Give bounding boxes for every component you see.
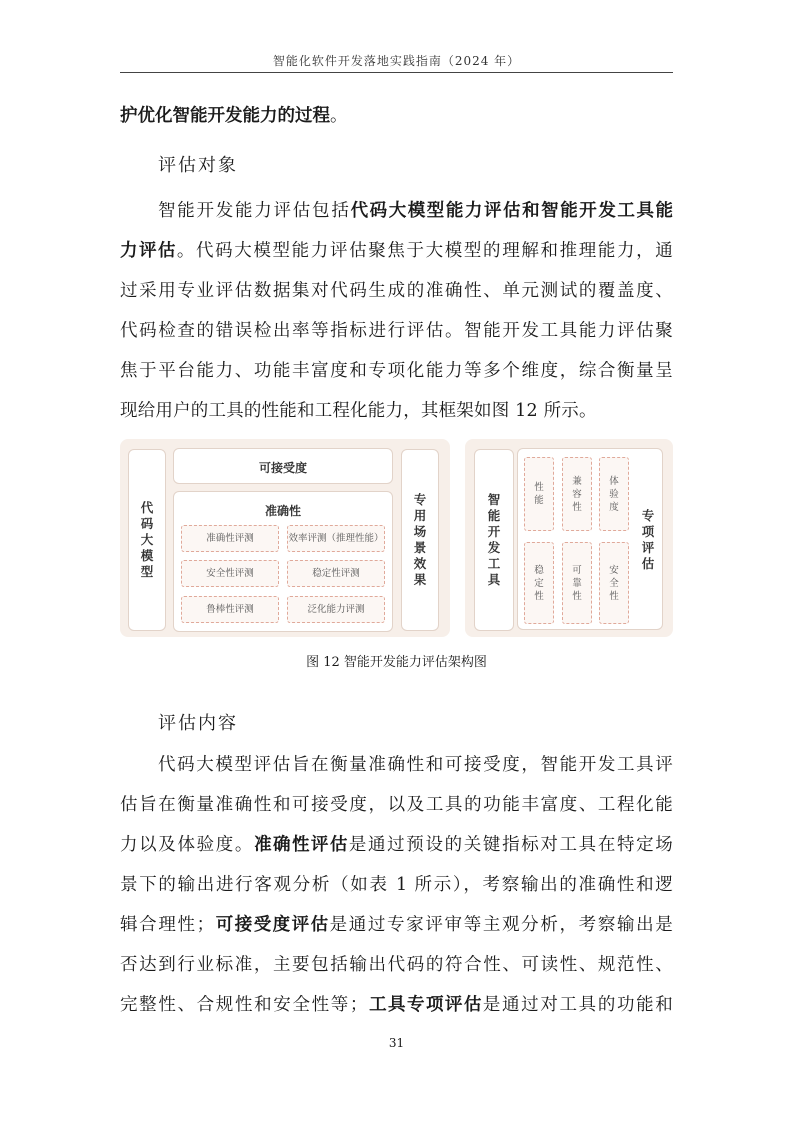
- generalization-eval-item: 泛化能力评测: [287, 596, 385, 623]
- para2-line5: [120, 905, 673, 945]
- paragraph-continuation: [120, 96, 673, 136]
- security-label: 安全性: [609, 564, 619, 602]
- bold-phrase: 可接受度评估: [214, 915, 330, 935]
- para2-line4: 景下的输出进行客观分析（如表 1 所示），考察输出的准确性和逻: [120, 875, 673, 895]
- performance-item: [524, 457, 554, 531]
- dev-tool-label-box: [474, 449, 514, 631]
- header-rule: [120, 72, 673, 73]
- text: 完整性、合规性和安全性等；: [120, 995, 368, 1015]
- section-heading-evaluation-object: 评估对象: [158, 155, 238, 176]
- accuracy-label: 准确性: [264, 504, 301, 518]
- code-model-label: 代码大模型: [140, 500, 154, 579]
- para1-line2: [120, 231, 673, 271]
- bold-phrase: 护优化智能开发能力的过程: [120, 106, 330, 126]
- efficiency-eval-item: 效率评测（推理性能）: [287, 525, 385, 552]
- text: 。: [330, 106, 348, 126]
- para2-line6: 否达到行业标准，主要包括输出代码的符合性、可读性、规范性、: [120, 955, 673, 975]
- security-item: [599, 542, 629, 624]
- bold-phrase: 力评估: [120, 241, 177, 261]
- stability-eval-item: 稳定性评测: [287, 560, 385, 587]
- special-scene-label-box: [401, 449, 439, 631]
- text: 智能开发能力评估包括: [158, 201, 351, 221]
- text: 是通过对工具的功能和: [482, 995, 674, 1015]
- running-header: 智能化软件开发落地实践指南（2024 年）: [272, 54, 521, 68]
- dev-tool-label: 智能开发工具: [487, 492, 501, 587]
- para1-line6: 现给用户的工具的性能和工程化能力，其框架如图 12 所示。: [120, 401, 597, 421]
- para2-line7: [120, 985, 673, 1025]
- figure-right-panel: [465, 439, 673, 637]
- acceptability-label: 可接受度: [258, 461, 307, 475]
- text: 辑合理性；: [120, 915, 215, 935]
- accuracy-eval-item: 准确性评测: [181, 525, 279, 552]
- experience-label: 体验度: [609, 475, 619, 513]
- para1-line4: 代码检查的错误检出率等指标进行评估。智能开发工具能力评估聚: [120, 321, 673, 341]
- code-model-label-box: [128, 449, 166, 631]
- para1-line1: [158, 191, 673, 231]
- reliability-item: [562, 542, 592, 624]
- figure-left-panel: [120, 439, 450, 637]
- bold-phrase: 准确性评估: [254, 835, 349, 855]
- figure-caption: 图 12 智能开发能力评估架构图: [306, 655, 487, 670]
- text: 是通过专家评审等主观分析，考察输出是: [329, 915, 674, 935]
- stability-item: [524, 542, 554, 624]
- para1-line3: 过采用专业评估数据集对代码生成的准确性、单元测试的覆盖度、: [120, 281, 673, 301]
- special-scene-label: 专用场景效果: [413, 492, 427, 587]
- page-number: 31: [388, 1036, 405, 1050]
- reliability-label: 可靠性: [572, 564, 582, 602]
- compatibility-label: 兼容性: [572, 475, 582, 513]
- text: 是通过预设的关键指标对工具在特定场: [348, 835, 673, 855]
- tool-eval-box: [517, 448, 663, 630]
- security-eval-item: 安全性评测: [181, 560, 279, 587]
- special-eval-label-box: [636, 449, 660, 631]
- text: 力以及体验度。: [120, 835, 255, 855]
- bold-phrase: 工具专项评估: [367, 995, 483, 1015]
- para2-line1: 代码大模型评估旨在衡量准确性和可接受度，智能开发工具评: [158, 755, 673, 775]
- accuracy-box: [173, 491, 393, 632]
- acceptability-box: [173, 448, 393, 484]
- section-heading-evaluation-content: 评估内容: [158, 713, 238, 734]
- robustness-eval-item: 鲁棒性评测: [181, 596, 279, 623]
- compatibility-item: [562, 457, 592, 531]
- text: 。代码大模型能力评估聚焦于大模型的理解和推理能力，通: [176, 241, 674, 261]
- bold-phrase: 代码大模型能力评估和智能开发工具能: [350, 201, 674, 221]
- para2-line2: 估旨在衡量准确性和可接受度，以及工具的功能丰富度、工程化能: [120, 795, 673, 815]
- stability-label: 稳定性: [534, 564, 544, 602]
- para1-line5: 焦于平台能力、功能丰富度和专项化能力等多个维度，综合衡量呈: [120, 361, 673, 381]
- para2-line3: [120, 825, 673, 865]
- experience-item: [599, 457, 629, 531]
- performance-label: 性能: [534, 482, 544, 506]
- special-eval-label: 专项评估: [641, 508, 655, 571]
